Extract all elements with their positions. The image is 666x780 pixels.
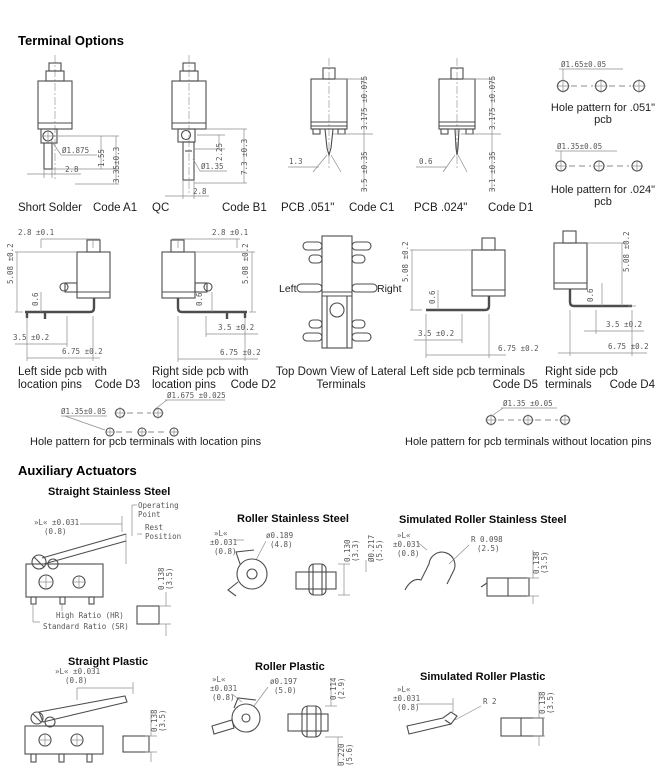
switch-outline [38,55,72,181]
caption-line: Hole pattern for .051" [550,102,656,114]
dim-label: 3.175 ±0.075 [488,75,497,130]
dimension-lines [232,687,268,706]
dim-label: 5.08 ±0.2 [241,243,250,284]
label-code-d2 [152,366,276,392]
dim-label: 0.138 [157,567,166,590]
dimension-lines [15,239,100,361]
dim-label: 0.138 [150,709,159,732]
dim-label: Ø1.35 ±0.05 [503,399,553,408]
dim-label: 5.08 ±0.2 [6,243,15,284]
title-straight-plastic: Straight Plastic [68,656,149,668]
label-code-d4 [545,366,655,392]
caption-line: terminals [545,379,592,391]
dim-label: 2.25 [215,142,224,161]
dim-label: Ø1.35±0.05 [557,142,603,151]
dimension-lines [338,560,366,595]
dim-label: 0.130 [343,539,352,562]
caption-line: Right side pcb [545,366,618,378]
label-code-a1: Code A1 [93,202,138,214]
annotation-label: Position [145,532,182,541]
dim-label: ±0.031 [210,538,238,547]
label-code-b1: Code B1 [222,202,267,214]
dim-label: ø0.197 [270,677,298,686]
dim-label: 0.6 [419,157,433,166]
drawing-short-solder-a1 [15,53,135,198]
dim-label: R 2 [483,697,497,706]
dim-label: 0.6 [195,292,204,306]
drawing-code-d2 [140,226,280,366]
dim-label: ø0.189 [266,531,294,540]
dim-label: 0.138 [538,691,547,714]
hole-pattern-051-caption [540,102,666,126]
dim-label: (4.8) [270,540,293,549]
dim-label: 5.08 ±0.2 [401,241,410,282]
roller-front-view [212,698,260,734]
title-simulated-roller-stainless-steel: Simulated Roller Stainless Steel [399,514,567,526]
dim-label: (5.5) [375,539,384,562]
dim-label: »L« [214,529,228,538]
dim-label: »L« [212,675,226,684]
dim-label: (3.5) [540,551,549,574]
dim-label: 6.75 ±0.2 [220,348,261,357]
dim-label: (2.5) [477,544,500,553]
dim-label: (5.0) [274,686,297,695]
title-straight-stainless-steel: Straight Stainless Steel [48,486,171,498]
title-roller-plastic: Roller Plastic [255,661,325,673]
label-right-side: Right [377,283,402,295]
dim-label: (3.5) [165,567,174,590]
dimension-lines [410,250,506,358]
dimension-lines [417,542,469,564]
dim-label: 3.35±0.3 [112,146,121,183]
dim-label: 6.75 ±0.2 [498,344,539,353]
dimension-lines [417,698,481,720]
annotation-label: Rest [145,523,164,532]
dim-label: 7.3 ±0.3 [240,138,249,175]
label-qc: QC [152,202,170,214]
caption-line: Left side pcb terminals [410,366,526,378]
dim-label: »L« [397,531,411,540]
label-pcb-024: PCB .024" [414,202,468,214]
label-left-side: Left [279,283,297,295]
dimension-lines [558,243,647,356]
dim-label: 2.8 [65,165,79,174]
drawing-code-d3 [5,226,145,366]
hole-pattern-geometry [61,400,225,437]
roller-side-view [288,706,328,737]
hole-pattern-with-pins [55,390,265,438]
caption-line: Terminals [316,379,366,391]
dim-label: ±0.031 [210,684,238,693]
label-code-d1: Code D1 [488,202,534,214]
dim-label: Ø1.875 [62,146,90,155]
label-code-d3 [18,366,140,392]
drawing-roller-stainless-steel [210,524,390,612]
dim-label: 0.114 [329,677,338,700]
hole-pattern-051 [543,58,665,100]
caption-line: Left side pcb with [18,366,107,378]
drawing-simulated-roller-plastic [393,680,618,762]
dim-label: 3.5 ±0.35 [360,151,369,192]
dim-label: 0.6 [586,288,595,302]
code-label: Code D3 [94,379,140,391]
dim-label: 6.75 ±0.2 [62,347,103,356]
dim-label: 3.5 ±0.2 [418,329,455,338]
dim-label: 3.175 ±0.075 [360,75,369,130]
drawing-code-d4 [532,226,666,366]
drawing-pcb-051-c1 [283,56,408,201]
end-view [137,592,171,636]
dim-label: Ø1.65±0.05 [561,60,607,69]
hole-pattern-without-pins [475,398,600,430]
caption-holes-with-pins: Hole pattern for pcb terminals with location pins [30,436,262,448]
dim-label: (0.8) [214,547,237,556]
hole-pattern-024-caption [540,184,666,208]
switch-outline [311,58,347,168]
dim-label: (3.3) [351,539,360,562]
drawing-qc-b1 [147,53,272,203]
dim-label: (0.8) [44,527,67,536]
dim-label: 3.5 ±0.2 [13,333,50,342]
dim-label: Ø1.675 ±0.025 [167,391,226,400]
caption-line: Right side pcb with [152,366,249,378]
dim-label: »L« ±0.031 [55,667,101,676]
dim-label: (5.6) [345,743,354,766]
dim-label: (0.8) [397,549,420,558]
code-label: Code D5 [492,379,538,391]
drawing-simulated-roller-stainless-steel [393,526,593,608]
dim-label: ±0.031 [393,540,421,549]
dim-label: 0.220 [337,743,346,766]
annotation-label: Standard Ratio (SR) [43,622,129,631]
dim-label: 0.138 [532,551,541,574]
paddle-side-view [501,718,543,736]
label-short-solder: Short Solder [18,202,82,214]
paddle-front-view [407,712,457,734]
drawing-pcb-024-d1 [411,56,536,201]
hole-pattern-024 [543,140,665,180]
dim-label: (3.5) [546,691,555,714]
dim-label: Ø0.217 [367,534,376,562]
dim-label: 3.5 ±0.2 [606,320,643,329]
hole-pattern-geometry [485,408,571,426]
dim-label: 3.5 ±0.2 [218,323,255,332]
annotation-label: High Ratio (HR) [56,611,124,620]
switch-outline [26,534,126,604]
dim-label: R 0.098 [471,535,503,544]
switch-outline [172,55,206,193]
dim-label: (0.8) [65,676,88,685]
roller-side-view [296,564,336,595]
label-code-c1: Code C1 [349,202,395,214]
annotation-label: Point [138,510,161,519]
drawing-straight-stainless-steel [18,494,218,646]
dim-label: (0.8) [397,703,420,712]
dimension-lines [80,505,142,564]
drawing-lateral-top-view [275,228,410,363]
dim-label: 5.08 ±0.2 [622,231,631,272]
hole-pattern-geometry [556,69,646,93]
section-title-terminal-options: Terminal Options [18,33,124,48]
roller-front-view [228,550,267,596]
dim-label: 3.1 ±0.35 [488,151,497,192]
dim-label: 6.75 ±0.2 [608,342,649,351]
caption-line: Hole pattern for .024" [550,184,656,196]
dim-label: 2.8 ±0.1 [18,228,55,237]
switch-outline [439,58,475,168]
dim-label: 2.8 ±0.1 [212,228,249,237]
title-roller-stainless-steel: Roller Stainless Steel [237,513,349,525]
dim-label: (0.8) [212,693,235,702]
label-code-d5 [410,366,538,392]
dim-label: (3.5) [158,709,167,732]
dim-label: »L« ±0.031 [34,518,80,527]
dim-label: 0.6 [428,290,437,304]
hook-side-view [481,578,529,596]
title-simulated-roller-plastic: Simulated Roller Plastic [420,671,546,683]
annotation-label: Operating [138,501,179,510]
drawing-straight-plastic [15,664,225,778]
drawing-code-d5 [398,226,543,366]
dim-label: 2.8 [193,187,207,196]
dim-label: 1.55 [97,148,106,167]
dim-label: 0.6 [31,292,40,306]
dim-label: »L« [397,685,411,694]
caption-line: pcb [594,114,612,126]
caption-line: location pins [18,379,82,391]
dim-label: (2.9) [337,677,346,700]
label-lateral-view [272,366,410,392]
section-title-auxiliary-actuators: Auxiliary Actuators [18,463,137,478]
caption-line: location pins [152,379,216,391]
switch-outline [25,696,127,762]
dim-label: ±0.031 [393,694,421,703]
hole-pattern-geometry [555,151,643,172]
code-label: Code D4 [609,379,655,391]
caption-line: pcb [594,196,612,208]
label-pcb-051: PCB .051" [281,202,335,214]
caption-line: Top Down View of Lateral [275,366,407,378]
code-label: Code D2 [230,379,276,391]
switch-outline [297,236,377,348]
dim-label: Ø1.35 [201,162,224,171]
dim-label: Ø1.35±0.05 [61,407,107,416]
caption-holes-without-pins: Hole pattern for pcb terminals without location pins [405,436,652,448]
dim-label: 1.3 [289,157,303,166]
drawing-roller-plastic [210,670,390,777]
